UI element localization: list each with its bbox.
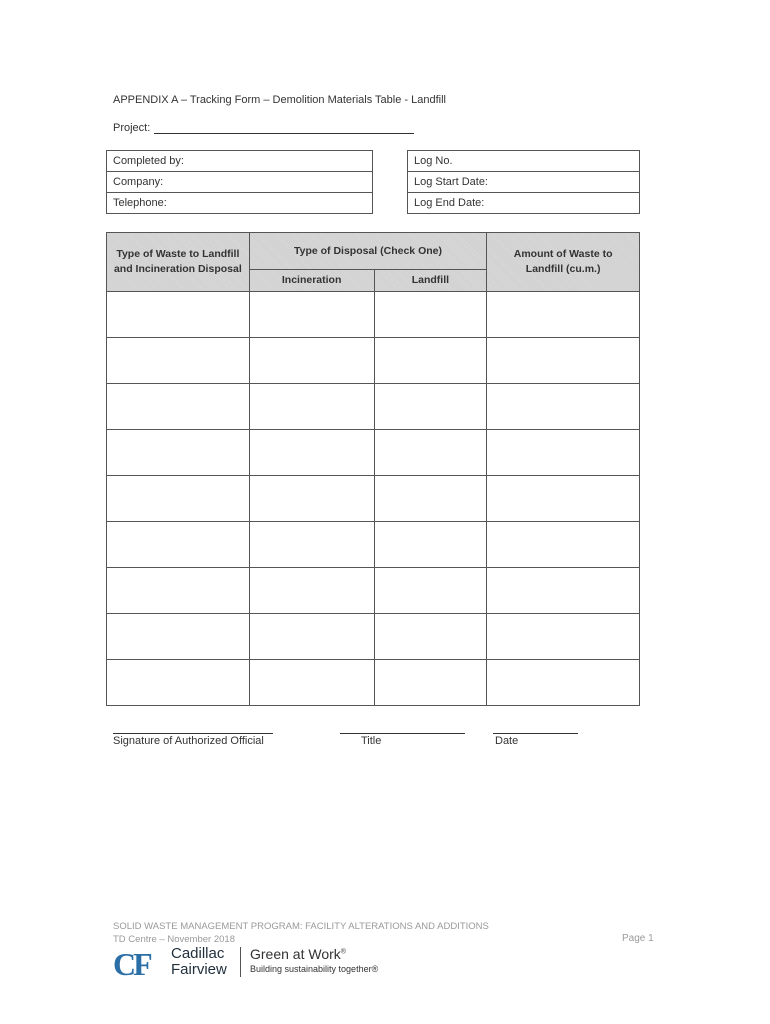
cell-incineration[interactable] [249, 568, 374, 614]
table-row [107, 522, 640, 568]
cell-waste-type[interactable] [107, 476, 250, 522]
cell-incineration[interactable] [249, 660, 374, 706]
cell-landfill[interactable] [374, 614, 487, 660]
cell-incineration[interactable] [249, 614, 374, 660]
cell-amount[interactable] [487, 430, 640, 476]
signature-label: Signature of Authorized Official [113, 735, 264, 747]
table-row [107, 338, 640, 384]
cell-landfill[interactable] [374, 384, 487, 430]
table-row [107, 292, 640, 338]
cell-incineration[interactable] [249, 338, 374, 384]
cell-incineration[interactable] [249, 292, 374, 338]
cell-waste-type[interactable] [107, 568, 250, 614]
completed-by-field[interactable]: Completed by: [107, 151, 373, 172]
cell-landfill[interactable] [374, 430, 487, 476]
cell-amount[interactable] [487, 292, 640, 338]
date-label: Date [495, 735, 519, 747]
cell-landfill[interactable] [374, 292, 487, 338]
cell-waste-type[interactable] [107, 292, 250, 338]
log-no-field[interactable]: Log No. [408, 151, 640, 172]
cell-amount[interactable] [487, 660, 640, 706]
table-row [107, 568, 640, 614]
cell-waste-type[interactable] [107, 522, 250, 568]
logo-divider [240, 947, 241, 977]
svg-text:CF: CF [113, 948, 150, 978]
cell-landfill[interactable] [374, 522, 487, 568]
footer-program: SOLID WASTE MANAGEMENT PROGRAM: FACILITY ALTERATIONS AND ADDITIONS [113, 921, 489, 932]
info-table-left [106, 150, 373, 214]
cadillac-fairview-logo-icon [113, 948, 168, 978]
info-table-right [407, 150, 640, 214]
table-row [107, 614, 640, 660]
header-amount: Amount of Waste to Landfill (cu.m.) [487, 233, 640, 292]
cell-amount[interactable] [487, 338, 640, 384]
date-line[interactable] [493, 733, 578, 734]
cell-landfill[interactable] [374, 568, 487, 614]
header-incineration: Incineration [249, 270, 374, 292]
cell-waste-type[interactable] [107, 430, 250, 476]
cell-amount[interactable] [487, 384, 640, 430]
table-row [107, 660, 640, 706]
header-disposal-type: Type of Disposal (Check One) [249, 233, 487, 270]
header-waste-type: Type of Waste to Landfill and Incineration Disposal [107, 233, 250, 292]
company-name: Cadillac Fairview [171, 945, 227, 978]
cell-waste-type[interactable] [107, 338, 250, 384]
cell-amount[interactable] [487, 614, 640, 660]
footer-centre: TD Centre – November 2018 [113, 934, 235, 945]
company-logo [113, 946, 403, 980]
telephone-field[interactable]: Telephone: [107, 193, 373, 214]
signature-line[interactable] [113, 733, 273, 734]
green-at-work-subtitle: Building sustainability together® [250, 964, 379, 974]
cell-amount[interactable] [487, 568, 640, 614]
cell-incineration[interactable] [249, 476, 374, 522]
header-landfill: Landfill [374, 270, 487, 292]
project-label: Project: [113, 122, 151, 134]
company-field[interactable]: Company: [107, 172, 373, 193]
cell-waste-type[interactable] [107, 614, 250, 660]
page-number: Page 1 [622, 933, 654, 944]
cell-waste-type[interactable] [107, 384, 250, 430]
project-underline[interactable] [154, 121, 414, 134]
cell-landfill[interactable] [374, 338, 487, 384]
cell-amount[interactable] [487, 522, 640, 568]
green-at-work-title: Green at Work® [250, 946, 346, 962]
project-field[interactable] [113, 121, 414, 134]
cell-landfill[interactable] [374, 476, 487, 522]
cell-waste-type[interactable] [107, 660, 250, 706]
title-label: Title [361, 735, 382, 747]
table-row [107, 384, 640, 430]
cell-amount[interactable] [487, 476, 640, 522]
log-end-date-field[interactable]: Log End Date: [408, 193, 640, 214]
log-start-date-field[interactable]: Log Start Date: [408, 172, 640, 193]
cell-incineration[interactable] [249, 384, 374, 430]
title-line[interactable] [340, 733, 465, 734]
cell-incineration[interactable] [249, 430, 374, 476]
waste-tracking-table [106, 232, 640, 706]
document-title: APPENDIX A – Tracking Form – Demolition Materials Table - Landfill [113, 94, 446, 106]
footer-text [113, 920, 489, 946]
cell-incineration[interactable] [249, 522, 374, 568]
table-row [107, 430, 640, 476]
cell-landfill[interactable] [374, 660, 487, 706]
table-row [107, 476, 640, 522]
